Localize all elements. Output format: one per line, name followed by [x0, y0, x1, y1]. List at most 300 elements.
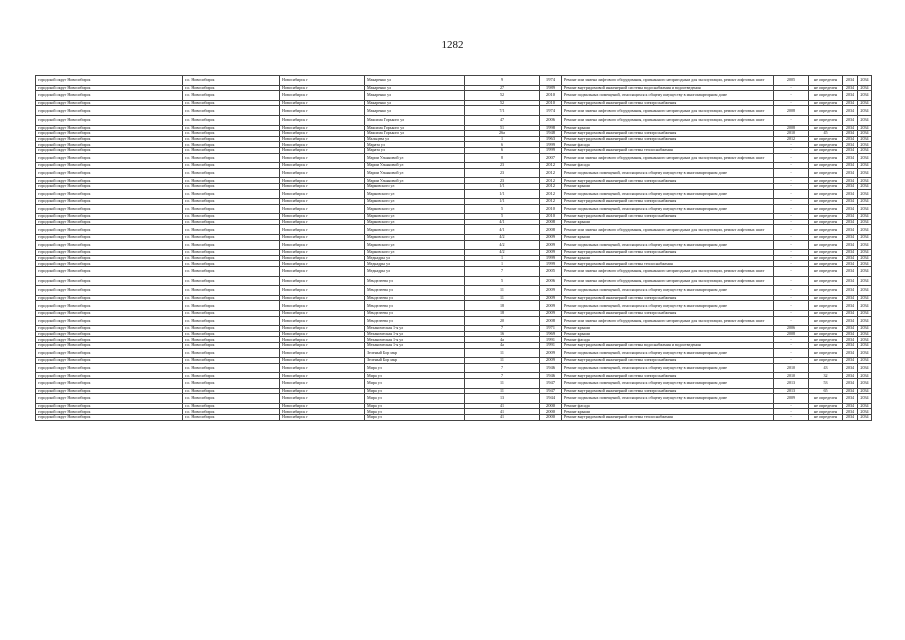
district-cell: г.о. Новосибирск [183, 131, 280, 137]
plan-start-cell: 2034 [843, 219, 858, 225]
house-number-cell: 4а [465, 342, 540, 348]
city-cell: Новосибирск г [280, 348, 365, 358]
house-number-cell: 11 [465, 295, 540, 301]
city-cell: Новосибирск г [280, 267, 365, 277]
work-type-cell: Ремонт внутридомовой инженерной системы электроснабжения [562, 100, 774, 106]
work-type-cell: Ремонт внутридомовой инженерной системы электроснабжения [562, 295, 774, 301]
municipality-cell: городской округ Новосибирск [36, 142, 183, 148]
wear-cell: 43 [809, 363, 843, 373]
wear-cell: не определен [809, 189, 843, 199]
district-cell: г.о. Новосибирск [183, 267, 280, 277]
plan-end-cell: 2034 [858, 163, 872, 169]
house-number-cell: 52 [465, 100, 540, 106]
house-number-cell: 11 [465, 348, 540, 358]
wear-cell: не определен [809, 261, 843, 267]
build-year-cell: 2012 [540, 183, 562, 189]
plan-start-cell: 2034 [843, 311, 858, 317]
wear-cell: не определен [809, 311, 843, 317]
street-cell: Марковского ул [365, 204, 465, 214]
street-cell: Менделеева ул [365, 301, 465, 311]
street-cell: Макаренко ул [365, 106, 465, 116]
municipality-cell: городской округ Новосибирск [36, 388, 183, 394]
municipality-cell: городской округ Новосибирск [36, 199, 183, 205]
municipality-cell: городской округ Новосибирск [36, 373, 183, 379]
district-cell: г.о. Новосибирск [183, 106, 280, 116]
street-cell: Максима Горького ул [365, 131, 465, 137]
house-number-cell: 4/2 [465, 250, 540, 256]
district-cell: г.о. Новосибирск [183, 301, 280, 311]
district-cell: г.о. Новосибирск [183, 76, 280, 86]
table-row [36, 91, 872, 101]
wear-cell: не определен [809, 337, 843, 343]
wear-cell: не определен [809, 142, 843, 148]
street-cell: Макаренко ул [365, 85, 465, 91]
build-year-cell: 1991 [540, 337, 562, 343]
municipality-cell: городской округ Новосибирск [36, 85, 183, 91]
district-cell: г.о. Новосибирск [183, 255, 280, 261]
last-repair-year-cell: - [774, 286, 809, 296]
wear-cell: не определен [809, 136, 843, 142]
last-repair-year-cell: - [774, 403, 809, 409]
last-repair-year-cell: 2010 [774, 131, 809, 137]
work-type-cell: Ремонт фасада [562, 142, 774, 148]
table-row [36, 301, 872, 311]
work-type-cell: Ремонт крыши [562, 183, 774, 189]
table-row [36, 394, 872, 404]
build-year-cell: 2000 [540, 403, 562, 409]
district-cell: г.о. Новосибирск [183, 378, 280, 388]
wear-cell: не определен [809, 163, 843, 169]
build-year-cell: 2008 [540, 219, 562, 225]
table-row [36, 286, 872, 296]
municipality-cell: городской округ Новосибирск [36, 214, 183, 220]
plan-end-cell: 2034 [858, 189, 872, 199]
street-cell: Медкадры ул [365, 267, 465, 277]
work-type-cell: Ремонт внутридомовой инженерной системы электроснабжения [562, 136, 774, 142]
wear-cell: 32 [809, 373, 843, 379]
last-repair-year-cell: 2012 [774, 136, 809, 142]
work-type-cell: Ремонт крыши [562, 255, 774, 261]
street-cell: Механическая 1-я ул [365, 337, 465, 343]
last-repair-year-cell: - [774, 301, 809, 311]
build-year-cell: 1948 [540, 131, 562, 137]
municipality-cell: городской округ Новосибирск [36, 409, 183, 415]
build-year-cell: 1999 [540, 142, 562, 148]
build-year-cell: 2006 [540, 276, 562, 286]
wear-cell: не определен [809, 147, 843, 153]
plan-end-cell: 2034 [858, 204, 872, 214]
build-year-cell: 2009 [540, 295, 562, 301]
plan-start-cell: 2034 [843, 153, 858, 163]
plan-start-cell: 2034 [843, 183, 858, 189]
plan-end-cell: 2034 [858, 342, 872, 348]
build-year-cell: 1947 [540, 388, 562, 394]
wear-cell: не определен [809, 225, 843, 235]
build-year-cell: 2012 [540, 189, 562, 199]
house-number-cell: 1/1 [465, 199, 540, 205]
last-repair-year-cell: - [774, 267, 809, 277]
plan-start-cell: 2034 [843, 163, 858, 169]
last-repair-year-cell: - [774, 316, 809, 326]
work-type-cell: Ремонт фасада [562, 337, 774, 343]
build-year-cell: 2009 [540, 358, 562, 364]
table-row [36, 240, 872, 250]
district-cell: г.о. Новосибирск [183, 261, 280, 267]
city-cell: Новосибирск г [280, 316, 365, 326]
build-year-cell: 2009 [540, 348, 562, 358]
wear-cell: не определен [809, 409, 843, 415]
work-type-cell: Ремонт подвальных помещений, относящихся к общему имуществу в многоквартирном доме [562, 301, 774, 311]
municipality-cell: городской округ Новосибирск [36, 183, 183, 189]
district-cell: г.о. Новосибирск [183, 394, 280, 404]
municipality-cell: городской округ Новосибирск [36, 414, 183, 420]
build-year-cell: 2012 [540, 168, 562, 178]
build-year-cell: 1944 [540, 394, 562, 404]
work-type-cell: Ремонт крыши [562, 331, 774, 337]
city-cell: Новосибирск г [280, 85, 365, 91]
house-number-cell: 11 [465, 358, 540, 364]
work-type-cell: Ремонт подвальных помещений, относящихся к общему имуществу в многоквартирном доме [562, 168, 774, 178]
work-type-cell: Ремонт внутридомовой инженерной системы электроснабжения [562, 358, 774, 364]
build-year-cell: 2009 [540, 311, 562, 317]
city-cell: Новосибирск г [280, 115, 365, 125]
district-cell: г.о. Новосибирск [183, 348, 280, 358]
last-repair-year-cell: - [774, 142, 809, 148]
last-repair-year-cell: - [774, 311, 809, 317]
municipality-cell: городской округ Новосибирск [36, 276, 183, 286]
municipality-cell: городской округ Новосибирск [36, 153, 183, 163]
district-cell: г.о. Новосибирск [183, 295, 280, 301]
table-row [36, 348, 872, 358]
street-cell: Макаренко ул [365, 100, 465, 106]
district-cell: г.о. Новосибирск [183, 388, 280, 394]
plan-end-cell: 2034 [858, 115, 872, 125]
house-number-cell: 8 [465, 153, 540, 163]
plan-end-cell: 2034 [858, 85, 872, 91]
work-type-cell: Ремонт подвальных помещений, относящихся к общему имуществу в многоквартирном доме [562, 240, 774, 250]
plan-end-cell: 2034 [858, 286, 872, 296]
plan-end-cell: 2034 [858, 311, 872, 317]
municipality-cell: городской округ Новосибирск [36, 255, 183, 261]
municipality-cell: городской округ Новосибирск [36, 331, 183, 337]
build-year-cell: 2005 [540, 267, 562, 277]
municipality-cell: городской округ Новосибирск [36, 348, 183, 358]
last-repair-year-cell: - [774, 168, 809, 178]
work-type-cell: Ремонт крыши [562, 219, 774, 225]
capital-repair-register-table [35, 75, 872, 421]
city-cell: Новосибирск г [280, 286, 365, 296]
build-year-cell: 2000 [540, 414, 562, 420]
city-cell: Новосибирск г [280, 326, 365, 332]
street-cell: Марковского ул [365, 189, 465, 199]
municipality-cell: городской округ Новосибирск [36, 261, 183, 267]
municipality-cell: городской округ Новосибирск [36, 189, 183, 199]
build-year-cell: 2008 [540, 316, 562, 326]
city-cell: Новосибирск г [280, 363, 365, 373]
wear-cell: не определен [809, 276, 843, 286]
plan-start-cell: 2034 [843, 178, 858, 184]
municipality-cell: городской округ Новосибирск [36, 147, 183, 153]
plan-start-cell: 2034 [843, 255, 858, 261]
plan-end-cell: 2034 [858, 100, 872, 106]
street-cell: Мальцева ул [365, 136, 465, 142]
plan-end-cell: 2034 [858, 147, 872, 153]
street-cell: Мира ул [365, 388, 465, 394]
last-repair-year-cell: - [774, 276, 809, 286]
house-number-cell: 4а [465, 337, 540, 343]
municipality-cell: городской округ Новосибирск [36, 219, 183, 225]
city-cell: Новосибирск г [280, 250, 365, 256]
municipality-cell: городской округ Новосибирск [36, 337, 183, 343]
plan-end-cell: 2034 [858, 106, 872, 116]
table-row [36, 414, 872, 420]
last-repair-year-cell: 2006 [774, 326, 809, 332]
street-cell: Мира ул [365, 363, 465, 373]
house-number-cell: 18 [465, 301, 540, 311]
municipality-cell: городской округ Новосибирск [36, 225, 183, 235]
build-year-cell: 1947 [540, 378, 562, 388]
city-cell: Новосибирск г [280, 301, 365, 311]
city-cell: Новосибирск г [280, 131, 365, 137]
city-cell: Новосибирск г [280, 153, 365, 163]
district-cell: г.о. Новосибирск [183, 363, 280, 373]
street-cell: Марата ул [365, 142, 465, 148]
plan-end-cell: 2034 [858, 183, 872, 189]
plan-end-cell: 2034 [858, 388, 872, 394]
page-number: 1282 [441, 39, 464, 51]
plan-start-cell: 2034 [843, 301, 858, 311]
work-type-cell: Ремонт или замена лифтового оборудования, признанного непригодным для эксплуатации, ремонт лифтовых шахт [562, 153, 774, 163]
last-repair-year-cell: - [774, 358, 809, 364]
street-cell: Мира ул [365, 414, 465, 420]
last-repair-year-cell: - [774, 219, 809, 225]
house-number-cell: 1 [465, 255, 540, 261]
wear-cell: не определен [809, 153, 843, 163]
last-repair-year-cell: - [774, 189, 809, 199]
plan-end-cell: 2034 [858, 378, 872, 388]
house-number-cell: 6 [465, 142, 540, 148]
district-cell: г.о. Новосибирск [183, 100, 280, 106]
house-number-cell: 41 [465, 409, 540, 415]
work-type-cell: Ремонт внутридомовой инженерной системы электроснабжения [562, 199, 774, 205]
house-number-cell: 26а [465, 131, 540, 137]
build-year-cell: 2012 [540, 199, 562, 205]
plan-start-cell: 2034 [843, 100, 858, 106]
build-year-cell: 2006 [540, 115, 562, 125]
plan-end-cell: 2034 [858, 326, 872, 332]
municipality-cell: городской округ Новосибирск [36, 125, 183, 131]
house-number-cell: 7 [465, 326, 540, 332]
municipality-cell: городской округ Новосибирск [36, 204, 183, 214]
last-repair-year-cell: - [774, 183, 809, 189]
house-number-cell: 47 [465, 115, 540, 125]
street-cell: Менделеева ул [365, 295, 465, 301]
build-year-cell: 1946 [540, 363, 562, 373]
house-number-cell: 41 [465, 414, 540, 420]
plan-start-cell: 2034 [843, 106, 858, 116]
district-cell: г.о. Новосибирск [183, 136, 280, 142]
plan-start-cell: 2034 [843, 240, 858, 250]
plan-end-cell: 2034 [858, 136, 872, 142]
plan-start-cell: 2034 [843, 85, 858, 91]
city-cell: Новосибирск г [280, 235, 365, 241]
plan-start-cell: 2034 [843, 388, 858, 394]
house-number-cell: 1 [465, 136, 540, 142]
house-number-cell: 1/1 [465, 183, 540, 189]
district-cell: г.о. Новосибирск [183, 409, 280, 415]
city-cell: Новосибирск г [280, 76, 365, 86]
work-type-cell: Ремонт крыши [562, 409, 774, 415]
build-year-cell: 2012 [540, 178, 562, 184]
plan-end-cell: 2034 [858, 219, 872, 225]
wear-cell: не определен [809, 168, 843, 178]
municipality-cell: городской округ Новосибирск [36, 342, 183, 348]
last-repair-year-cell: - [774, 225, 809, 235]
street-cell: Марии Ульяновой ул [365, 153, 465, 163]
plan-start-cell: 2034 [843, 286, 858, 296]
last-repair-year-cell: - [774, 261, 809, 267]
municipality-cell: городской округ Новосибирск [36, 168, 183, 178]
street-cell: Марковского ул [365, 240, 465, 250]
municipality-cell: городской округ Новосибирск [36, 115, 183, 125]
municipality-cell: городской округ Новосибирск [36, 301, 183, 311]
district-cell: г.о. Новосибирск [183, 189, 280, 199]
wear-cell: не определен [809, 394, 843, 404]
last-repair-year-cell: 2010 [774, 373, 809, 379]
last-repair-year-cell: 2008 [774, 106, 809, 116]
plan-end-cell: 2034 [858, 316, 872, 326]
last-repair-year-cell: - [774, 163, 809, 169]
wear-cell: не определен [809, 76, 843, 86]
city-cell: Новосибирск г [280, 168, 365, 178]
plan-start-cell: 2034 [843, 261, 858, 267]
last-repair-year-cell: 2008 [774, 331, 809, 337]
plan-start-cell: 2034 [843, 235, 858, 241]
plan-start-cell: 2034 [843, 342, 858, 348]
municipality-cell: городской округ Новосибирск [36, 295, 183, 301]
table-body [36, 76, 872, 421]
house-number-cell: 5 [465, 204, 540, 214]
work-type-cell: Ремонт или замена лифтового оборудования, признанного непригодным для эксплуатации, ремонт лифтовых шахт [562, 316, 774, 326]
street-cell: Марковского ул [365, 214, 465, 220]
house-number-cell: 41 [465, 403, 540, 409]
house-number-cell: 11 [465, 286, 540, 296]
district-cell: г.о. Новосибирск [183, 240, 280, 250]
street-cell: Максима Горького ул [365, 125, 465, 131]
plan-end-cell: 2034 [858, 295, 872, 301]
wear-cell: не определен [809, 235, 843, 241]
build-year-cell: 1999 [540, 261, 562, 267]
house-number-cell: 7 [465, 267, 540, 277]
wear-cell: не определен [809, 183, 843, 189]
house-number-cell: 23 [465, 178, 540, 184]
municipality-cell: городской округ Новосибирск [36, 267, 183, 277]
district-cell: г.о. Новосибирск [183, 204, 280, 214]
table-row [36, 204, 872, 214]
wear-cell: не определен [809, 199, 843, 205]
wear-cell: не определен [809, 178, 843, 184]
last-repair-year-cell: - [774, 153, 809, 163]
district-cell: г.о. Новосибирск [183, 214, 280, 220]
municipality-cell: городской округ Новосибирск [36, 378, 183, 388]
work-type-cell: Ремонт внутридомовой инженерной системы водоснабжения и водоотведения [562, 85, 774, 91]
city-cell: Новосибирск г [280, 100, 365, 106]
plan-end-cell: 2034 [858, 214, 872, 220]
table-row [36, 316, 872, 326]
work-type-cell: Ремонт внутридомовой инженерной системы электроснабжения [562, 373, 774, 379]
plan-end-cell: 2034 [858, 125, 872, 131]
wear-cell: не определен [809, 301, 843, 311]
last-repair-year-cell: - [774, 115, 809, 125]
last-repair-year-cell: 2013 [774, 388, 809, 394]
plan-end-cell: 2034 [858, 409, 872, 415]
plan-end-cell: 2034 [858, 331, 872, 337]
city-cell: Новосибирск г [280, 204, 365, 214]
plan-end-cell: 2034 [858, 267, 872, 277]
wear-cell: не определен [809, 342, 843, 348]
build-year-cell: 2009 [540, 286, 562, 296]
build-year-cell: 1999 [540, 255, 562, 261]
build-year-cell: 2012 [540, 163, 562, 169]
last-repair-year-cell: - [774, 348, 809, 358]
wear-cell: не определен [809, 403, 843, 409]
city-cell: Новосибирск г [280, 403, 365, 409]
house-number-cell: 20 [465, 316, 540, 326]
street-cell: Максима Горького ул [365, 115, 465, 125]
wear-cell: не определен [809, 250, 843, 256]
plan-start-cell: 2034 [843, 373, 858, 379]
municipality-cell: городской округ Новосибирск [36, 250, 183, 256]
plan-start-cell: 2034 [843, 394, 858, 404]
street-cell: Зеленый Бор мкр [365, 348, 465, 358]
build-year-cell: 1971 [540, 326, 562, 332]
plan-end-cell: 2034 [858, 276, 872, 286]
street-cell: Механическая 1-я ул [365, 331, 465, 337]
city-cell: Новосибирск г [280, 255, 365, 261]
city-cell: Новосибирск г [280, 163, 365, 169]
city-cell: Новосибирск г [280, 214, 365, 220]
municipality-cell: городской округ Новосибирск [36, 403, 183, 409]
last-repair-year-cell: - [774, 204, 809, 214]
district-cell: г.о. Новосибирск [183, 342, 280, 348]
last-repair-year-cell: 2009 [774, 394, 809, 404]
plan-end-cell: 2034 [858, 199, 872, 205]
build-year-cell: 2000 [540, 409, 562, 415]
plan-start-cell: 2034 [843, 267, 858, 277]
plan-start-cell: 2034 [843, 136, 858, 142]
table-row [36, 106, 872, 116]
house-number-cell: 23 [465, 163, 540, 169]
house-number-cell: 9 [465, 76, 540, 86]
city-cell: Новосибирск г [280, 261, 365, 267]
street-cell: Мира ул [365, 378, 465, 388]
work-type-cell: Ремонт внутридомовой инженерной системы теплоснабжения [562, 414, 774, 420]
street-cell: Марии Ульяновой ул [365, 178, 465, 184]
work-type-cell: Ремонт подвальных помещений, относящихся к общему имуществу в многоквартирном доме [562, 378, 774, 388]
district-cell: г.о. Новосибирск [183, 125, 280, 131]
plan-end-cell: 2034 [858, 76, 872, 86]
work-type-cell: Ремонт или замена лифтового оборудования, признанного непригодным для эксплуатации, ремонт лифтовых шахт [562, 276, 774, 286]
work-type-cell: Ремонт фасада [562, 163, 774, 169]
build-year-cell: 2009 [540, 301, 562, 311]
plan-end-cell: 2034 [858, 255, 872, 261]
wear-cell: не определен [809, 316, 843, 326]
street-cell: Марковского ул [365, 199, 465, 205]
plan-start-cell: 2034 [843, 115, 858, 125]
house-number-cell: 11 [465, 378, 540, 388]
city-cell: Новосибирск г [280, 276, 365, 286]
last-repair-year-cell: - [774, 240, 809, 250]
